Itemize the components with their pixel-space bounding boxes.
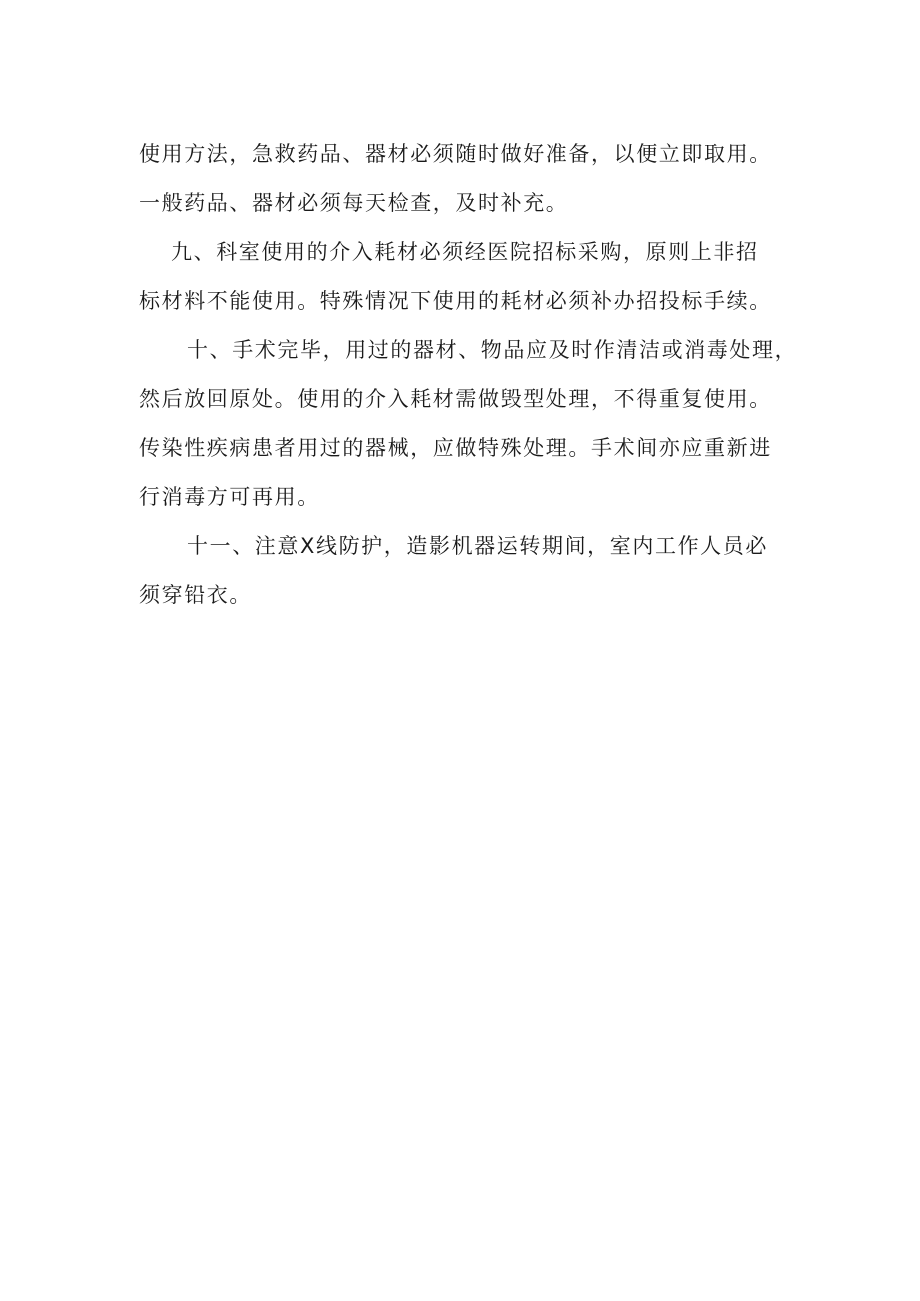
paragraph-line: 使用方法，急救药品、器材必须随时做好准备，以便立即取用。	[139, 142, 772, 166]
paragraph-emergency-supplies	[139, 130, 789, 228]
paragraph-line: 传染性疾病患者用过的器械，应做特殊处理。手术间亦应重新进	[139, 436, 772, 460]
paragraph-line: 九、科室使用的介入耗材必须经医院招标采购，原则上非招	[171, 240, 759, 264]
paragraph-line: 行消毒方可再用。	[139, 485, 320, 509]
paragraph-line: 须穿铅衣。	[139, 583, 252, 607]
paragraph-line: 十一、注意X线防护，造影机器运转期间，室内工作人员必	[187, 534, 768, 558]
paragraph-line: 十、手术完毕，用过的器材、物品应及时作清洁或消毒处理，	[187, 338, 798, 362]
paragraph-line: 然后放回原处。使用的介入耗材需做毁型处理，不得重复使用。	[139, 387, 772, 411]
paragraph-item-10	[139, 326, 798, 522]
paragraph-item-11	[139, 522, 789, 620]
paragraph-item-9	[139, 228, 789, 326]
paragraph-line: 一般药品、器材必须每天检查，及时补充。	[139, 191, 569, 215]
document-body	[139, 130, 798, 620]
paragraph-line: 标材料不能使用。特殊情况下使用的耗材必须补办招投标手续。	[139, 289, 772, 313]
